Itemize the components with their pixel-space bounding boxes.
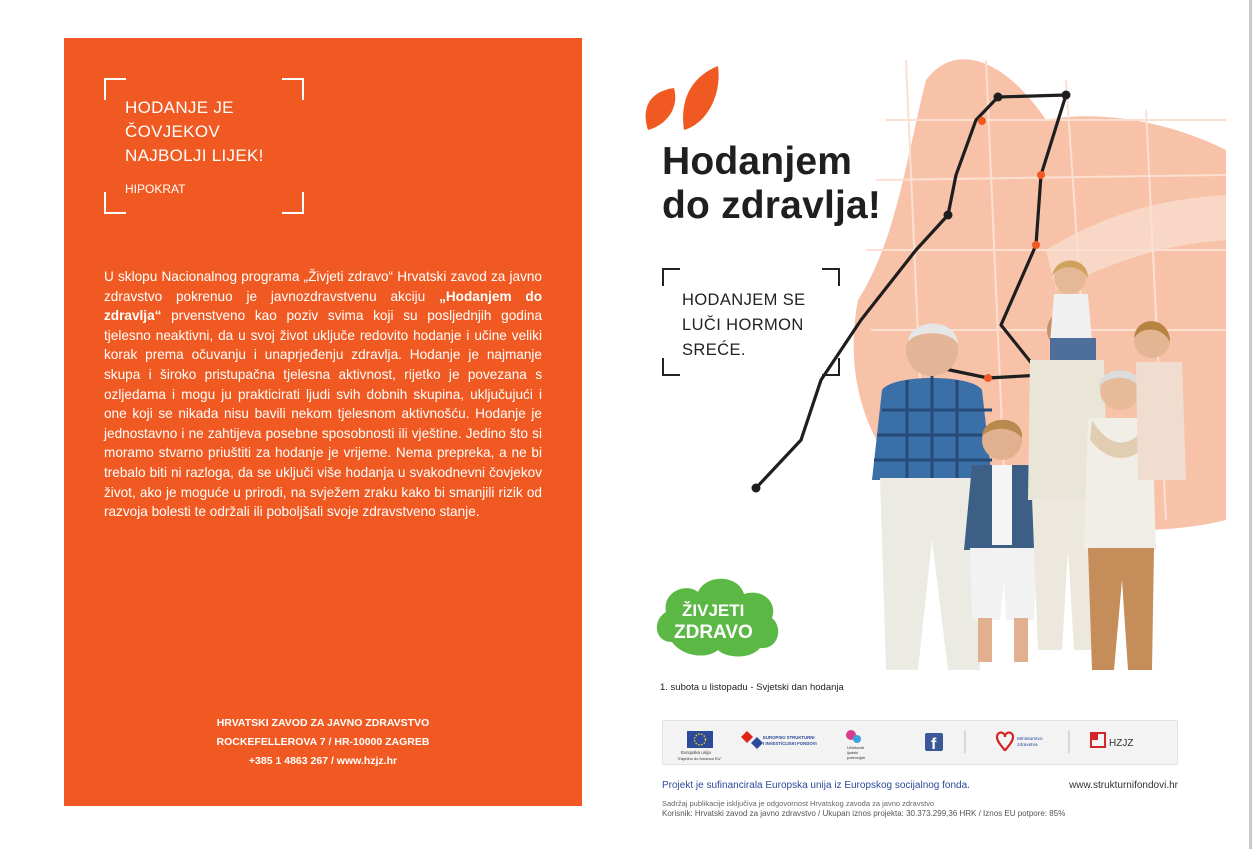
- frame-corner: [822, 268, 840, 286]
- eu-slogan: "Zajedno do fondova EU": [677, 756, 722, 761]
- op-label: potencijali: [847, 755, 865, 760]
- disclaimer-line: Sadržaj publikacije isključiva je odgovornost Hrvatskog zavoda za javno zdravstvo: [662, 799, 935, 808]
- hzjz-label: HZJZ: [1109, 738, 1134, 749]
- person-leg: [1014, 618, 1028, 662]
- route-point: [978, 117, 986, 125]
- frame-corner: [104, 192, 126, 214]
- route-point: [1037, 171, 1045, 179]
- partner-logos-bar: [662, 720, 1178, 765]
- person-trousers: [1088, 548, 1154, 670]
- left-panel: [64, 38, 582, 806]
- frame-corner: [104, 78, 126, 100]
- route-point: [994, 93, 1003, 102]
- headline-line: do zdravlja!: [662, 184, 882, 227]
- route-point: [1062, 91, 1071, 100]
- contact-phone: +385 1 4863 267 /: [248, 755, 337, 767]
- partner-logos: [663, 721, 1179, 766]
- ministry-label: Ministarstvo: [1017, 737, 1043, 742]
- route-point: [944, 211, 953, 220]
- logo-text-line2: ZDRAVO: [674, 622, 753, 643]
- person-trousers: [880, 478, 982, 670]
- body-text-part1: U sklopu Nacionalnog programa „Živjeti zdravo“ Hrvatski zavod za javno zdravstvo pokrenuo je javnozdravstvenu akciju: [104, 269, 542, 304]
- esif-mark-icon: [751, 737, 763, 749]
- op-label: Učinkoviti: [847, 745, 865, 750]
- quote-author: HIPOKRAT: [125, 182, 186, 196]
- frame-corner: [662, 358, 680, 376]
- quote-frame: [104, 78, 304, 214]
- contact-org: HRVATSKI ZAVOD ZA JAVNO ZDRAVSTVO: [216, 717, 430, 729]
- eu-label: Europska unija: [681, 750, 711, 755]
- structural-funds-link[interactable]: www.strukturnifondovi.hr: [1069, 780, 1178, 791]
- hzjz-logo-icon: [1091, 733, 1098, 740]
- right-panel: [626, 0, 1252, 849]
- contact-block: [64, 714, 582, 771]
- facebook-icon-glyph: f: [931, 736, 937, 753]
- contact-phone-line: [64, 752, 582, 771]
- route-point: [1032, 241, 1040, 249]
- ministry-label: zdravstva: [1017, 743, 1038, 748]
- leaf-icon: [683, 66, 719, 130]
- ministry-heart-icon: [997, 733, 1013, 752]
- logo-text-line1: ŽIVJETI: [682, 601, 745, 620]
- contact-address: ROCKEFELLEROVA 7 / HR-10000 ZAGREB: [216, 736, 430, 748]
- route-point: [752, 484, 761, 493]
- person-shirt: [1136, 362, 1186, 480]
- event-text: 1. subota u listopadu - Svjetski dan hodanja: [660, 682, 844, 693]
- family-photo: [852, 250, 1192, 690]
- hormone-text: HODANJEM SE LUČI HORMON SREĆE.: [682, 291, 806, 359]
- headline: [662, 140, 881, 228]
- op-flower-icon: [853, 735, 861, 743]
- person-tshirt: [992, 465, 1012, 545]
- leaf-icon: [646, 88, 676, 130]
- contact-web-link[interactable]: www.hzjz.hr: [336, 755, 398, 767]
- quote-text: HODANJE JE ČOVJEKOV NAJBOLJI LIJEK!: [125, 98, 264, 165]
- project-info-line: Korisnik: Hrvatski zavod za javno zdravstvo / Ukupan iznos projekta: 30.373.299,36 HRK / Iznos EU potpore: 85%: [662, 809, 1066, 818]
- esif-label: I INVESTICIJSKI FONDOVI: [763, 741, 817, 746]
- esif-mark-icon: [741, 731, 753, 743]
- frame-corner: [282, 192, 304, 214]
- person-shorts: [970, 548, 1038, 620]
- zivjeti-zdravo-logo: [652, 572, 782, 658]
- frame-corner: [662, 268, 680, 286]
- esif-label: EUROPSKI STRUKTURNI: [763, 735, 815, 740]
- body-text-part2: prvenstveno kao poziv svima koji su posljednjih godina tjelesno neaktivni, da u svoj život uključe redovito hodanje i učine veliki korak prema očuvanju i unaprjeđenju zdravlja. Hodanje je najmanje skupa i široko pristupačna tjelesna aktivnost, rijetko je povezana s ozljedama i mogu ju prakticirati ljudi svih dobnih skupina, uključujući i one koji se nikada nisu bavili nekom tjelesnom aktivnošću. Hodanje je jednostavno i ne zahtijeva posebne sposobnosti ili vještine. Jedino što si moramo stvarno priuštiti za hodanje je vrijeme. Nema prepreka, a ne bi trebalo biti ni razloga, da se uključi više hodanja u svakodnevni čovjekov život, ako je moguće u prirodi, na svježem zraku kako bi smanjili rizik od razvoja bolesti te održali ili poboljšali svoje zdravstveno stanje.: [104, 308, 542, 520]
- body-paragraph: [104, 267, 542, 522]
- person-dress: [1050, 294, 1092, 342]
- op-label: ljudski: [847, 750, 859, 755]
- campaign-name: „Hodanjem do zdravlja“: [104, 288, 542, 324]
- hormone-box: [662, 268, 840, 376]
- cofinance-text: Projekt je sufinancirala Europska unija iz Europskog socijalnog fonda.: [662, 780, 970, 791]
- person-leg: [978, 618, 992, 662]
- person-jeans: [1050, 338, 1096, 360]
- headline-line: Hodanjem: [662, 140, 853, 183]
